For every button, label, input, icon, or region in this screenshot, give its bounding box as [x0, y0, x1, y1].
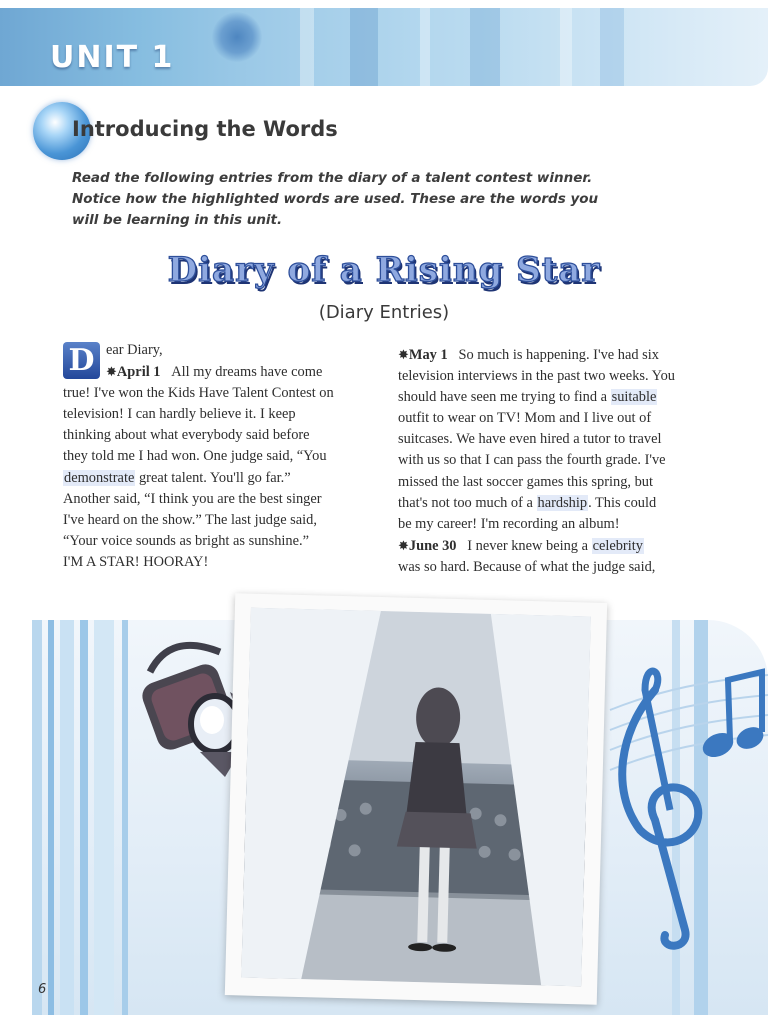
photo-frame	[225, 593, 607, 1005]
highlighted-word: hardship	[537, 494, 588, 511]
diary-line: be my career! I'm recording an album!	[398, 515, 620, 532]
diary-line: with us so that I can pass the fourth grade. I've	[398, 452, 666, 469]
stage-scene-image	[241, 608, 591, 987]
entry-text: I never knew being a	[467, 537, 588, 554]
music-notes-icon	[600, 650, 768, 960]
diary-entry-line	[398, 535, 718, 557]
unit-title: UNIT 1	[50, 40, 175, 75]
diary-line: I've heard on the show.” The last judge said,	[63, 511, 317, 528]
intro-line: Notice how the highlighted words are used. These are the words you	[72, 191, 599, 207]
diary-column-right	[398, 344, 718, 578]
star-bullet-icon: ✸	[398, 537, 409, 553]
diary-line: missed the last soccer games this spring, but	[398, 473, 653, 490]
page-number: 6	[38, 982, 47, 997]
diary-line: outfit to wear on TV! Mom and I live out of	[398, 410, 652, 427]
diary-line-text: that's not too much of a	[398, 494, 533, 511]
story-subtitle: (Diary Entries)	[318, 302, 450, 323]
diary-entry-line	[398, 344, 718, 366]
diary-line	[63, 468, 381, 489]
stage-photo	[241, 608, 591, 987]
highlighted-word: celebrity	[592, 537, 643, 554]
dropcap: D	[63, 342, 100, 379]
story-title: Diary of a Rising Star	[167, 250, 601, 290]
diary-line: thinking about what everybody said before	[63, 427, 310, 444]
diary-line: suitcases. We have even hired a tutor to travel	[398, 431, 662, 448]
diary-line: they told me I had won. One judge said, “You	[63, 448, 327, 465]
star-bullet-icon: ✸	[106, 364, 117, 380]
starburst-decoration	[212, 12, 262, 62]
section-heading: Introducing the Words	[72, 117, 338, 141]
entry-date: April 1	[116, 364, 161, 381]
diary-line: true! I've won the Kids Have Talent Contest on	[63, 385, 334, 402]
highlighted-word: demonstrate	[64, 469, 135, 486]
star-bullet-icon: ✸	[398, 347, 409, 362]
diary-salutation: ear Diary,	[106, 342, 163, 358]
diary-line-text: great talent. You'll go far.”	[138, 469, 291, 486]
diary-line: television interviews in the past two weeks. You	[398, 368, 675, 385]
entry-date: May 1	[408, 347, 448, 363]
diary-entry-line	[63, 361, 381, 383]
intro-text	[72, 168, 599, 231]
diary-line: Another said, “I think you are the best singer	[63, 490, 322, 507]
diary-line: television! I can hardly believe it. I keep	[63, 406, 296, 423]
intro-line: Read the following entries from the diary of a talent contest winner.	[72, 170, 593, 186]
highlighted-word: suitable	[611, 389, 657, 406]
diary-line: I'M A STAR! HOORAY!	[63, 553, 209, 570]
intro-line: will be learning in this unit.	[72, 212, 283, 228]
diary-line-text: . This could	[588, 494, 657, 511]
entry-date: June 30	[408, 537, 457, 554]
diary-line: “Your voice sounds as bright as sunshine.”	[63, 532, 309, 549]
diary-line	[398, 387, 718, 408]
diary-line	[398, 493, 718, 514]
diary-line-text: should have seen me trying to find a	[398, 389, 608, 406]
entry-text: So much is happening. I've had six	[458, 347, 659, 363]
diary-line: was so hard. Because of what the judge said,	[398, 558, 656, 575]
entry-text: All my dreams have come	[171, 364, 323, 381]
diary-column-left	[63, 340, 381, 573]
